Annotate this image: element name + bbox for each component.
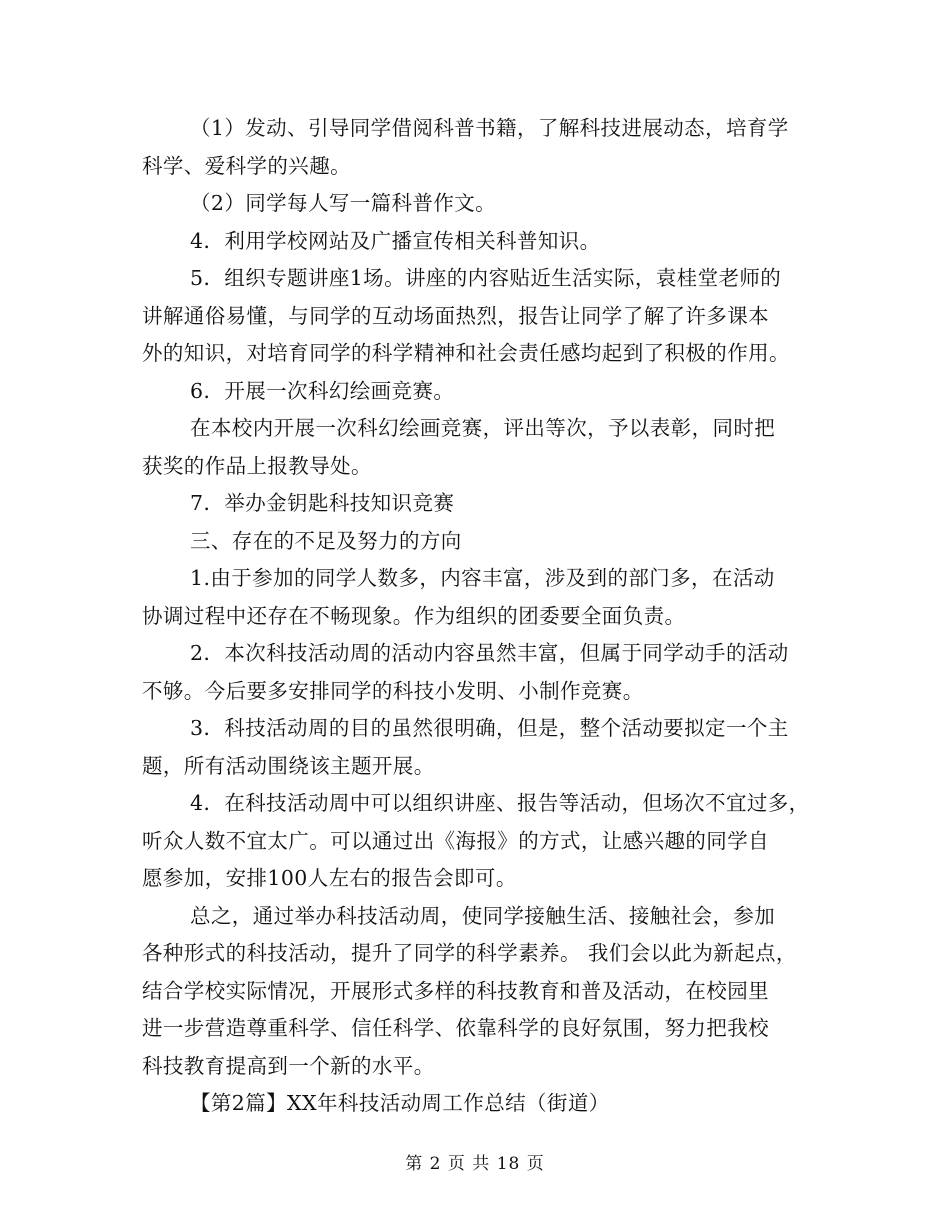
- text-line: 结合学校实际情况，开展形式多样的科技教育和普及活动，在校园里: [142, 979, 769, 1003]
- text-line: 3．科技活动周的目的虽然很明确，但是，整个活动要拟定一个主: [190, 716, 789, 740]
- text-line: 协调过程中还存在不畅现象。作为组织的团委要全面负责。: [142, 604, 686, 628]
- text-line: 外的知识，对培育同学的科学精神和社会责任感均起到了积极的作用。: [142, 341, 790, 365]
- text-line: 6．开展一次科幻绘画竞赛。: [190, 379, 455, 403]
- text-line: 不够。今后要多安排同学的科技小发明、小制作竞赛。: [142, 679, 644, 703]
- text-line: （2）同学每人写一篇科普作文。: [190, 191, 497, 215]
- text-line: 听众人数不宜太广。可以通过出《海报》的方式，让感兴趣的同学自: [142, 829, 769, 853]
- text-line: 总之，通过举办科技活动周，使同学接触生活、接触社会，参加: [190, 904, 776, 928]
- text-line: 各种形式的科技活动，提升了同学的科学素养。 我们会以此为新起点，: [142, 941, 797, 965]
- text-line: （1）发动、引导同学借阅科普书籍，了解科技进展动态，培育学: [190, 116, 789, 140]
- article-heading: 【第2篇】XX年科技活动周工作总结（街道）: [190, 1091, 610, 1115]
- text-line: 5．组织专题讲座1场。讲座的内容贴近生活实际，袁桂堂老师的: [190, 266, 782, 290]
- text-line: 讲解通俗易懂，与同学的互动场面热烈，报告让同学了解了许多课本: [142, 304, 769, 328]
- text-line: 科技教育提高到一个新的水平。: [142, 1054, 435, 1078]
- text-line: 2．本次科技活动周的活动内容虽然丰富，但属于同学动手的活动: [190, 641, 789, 665]
- text-line: 4．利用学校网站及广播宣传相关科普知识。: [190, 229, 601, 253]
- text-line: 7．举办金钥匙科技知识竞赛: [190, 491, 455, 515]
- page-footer: 第 2 页 共 18 页: [405, 1154, 545, 1174]
- text-line: 科学、爱科学的兴趣。: [142, 154, 351, 178]
- text-line: 4．在科技活动周中可以组织讲座、报告等活动，但场次不宜过多，: [190, 791, 810, 815]
- text-line: 1.由于参加的同学人数多，内容丰富，涉及到的部门多，在活动: [190, 566, 775, 590]
- text-line: 获奖的作品上报教导处。: [142, 454, 372, 478]
- text-line: 愿参加，安排100人左右的报告会即可。: [142, 866, 517, 890]
- text-line: 题，所有活动围绕该主题开展。: [142, 754, 435, 778]
- text-line: 进一步营造尊重科学、信任科学、依靠科学的良好氛围，努力把我校: [142, 1016, 769, 1040]
- text-line: 在本校内开展一次科幻绘画竞赛，评出等次，予以表彰，同时把: [190, 416, 776, 440]
- section-heading: 三、存在的不足及努力的方向: [190, 529, 462, 553]
